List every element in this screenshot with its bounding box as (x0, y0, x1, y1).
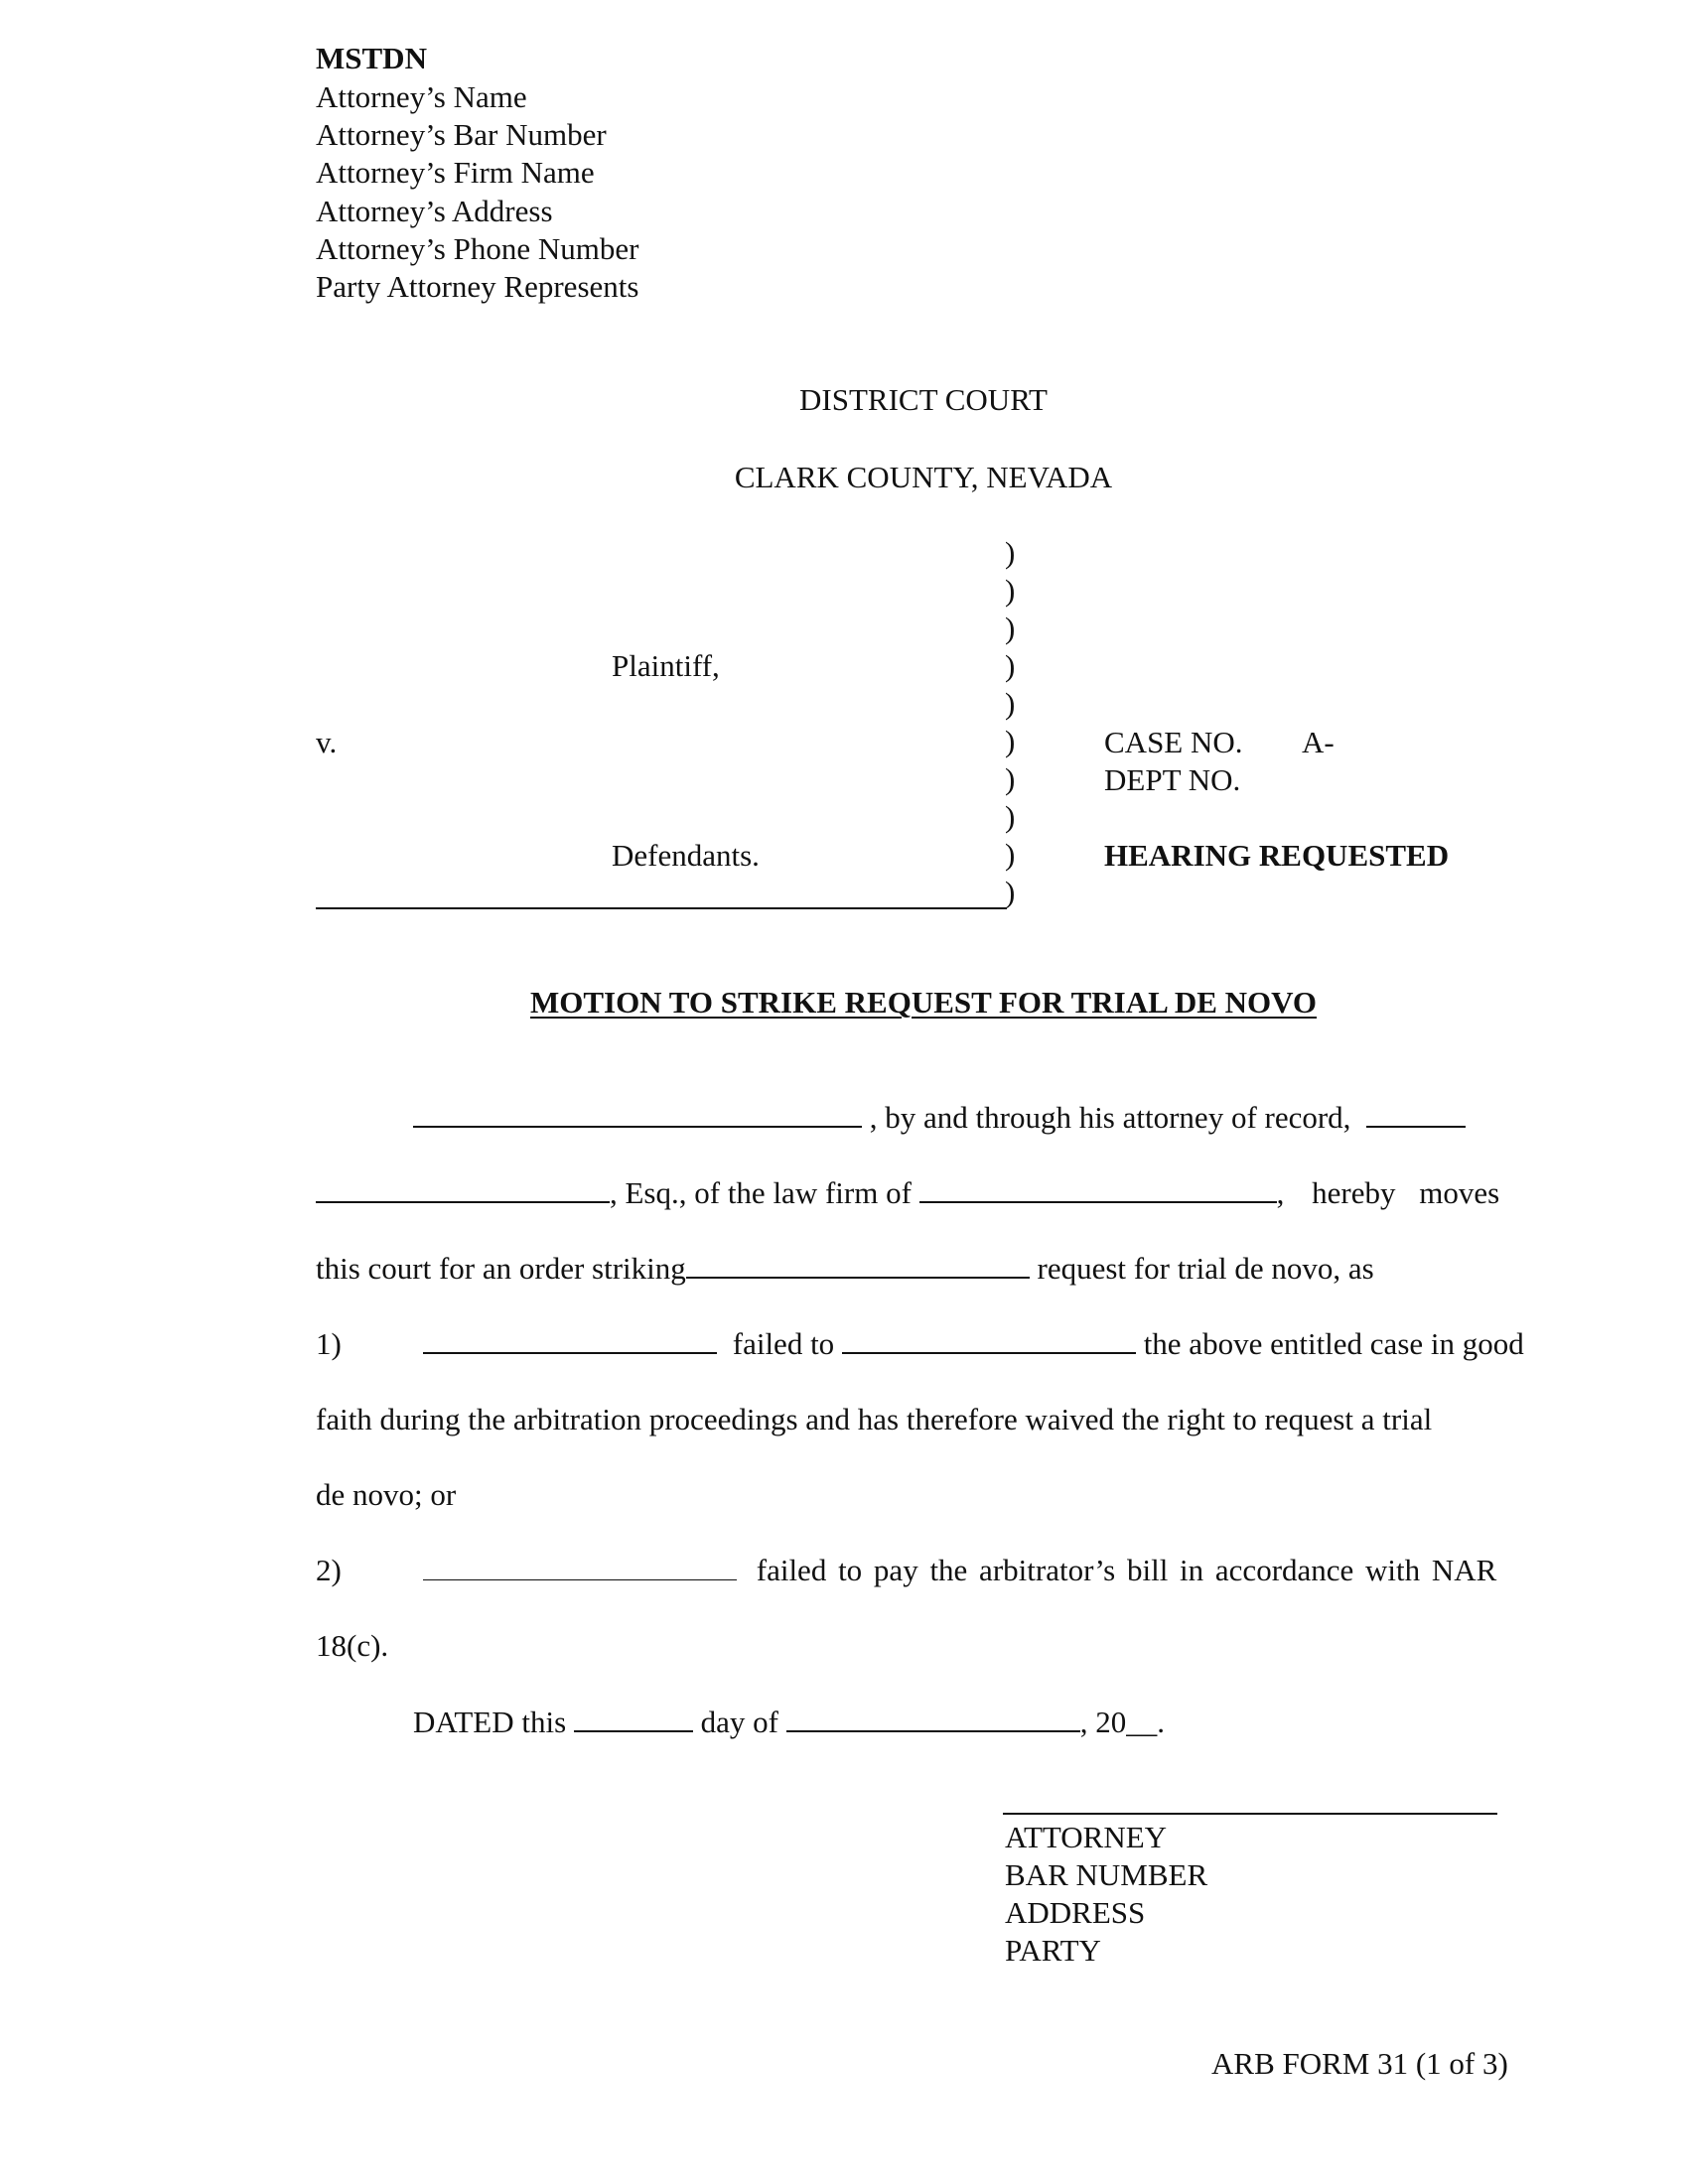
action-blank[interactable] (842, 1328, 1136, 1354)
body-text: request for trial de novo, as (1037, 1251, 1374, 1286)
body-text: DATED this (413, 1705, 567, 1739)
dept-no-label: DEPT NO. (1104, 762, 1241, 797)
form-code: MSTDN (316, 41, 427, 75)
paren: ) (1005, 611, 1016, 645)
attorney-phone-line: Attorney’s Phone Number (316, 231, 639, 266)
case-no-value: A- (1302, 725, 1335, 759)
form-footer: ARB FORM 31 (1 of 3) (1211, 2046, 1508, 2081)
motion-title: MOTION TO STRIKE REQUEST FOR TRIAL DE NOVO (529, 985, 1318, 1020)
item-2-number: 2) (316, 1553, 342, 1587)
signature-attorney: ATTORNEY (1005, 1820, 1168, 1854)
body-line-2 (316, 1174, 1499, 1212)
case-no-label: CASE NO. (1104, 725, 1243, 759)
hearing-requested: HEARING REQUESTED (1104, 838, 1450, 873)
paren: ) (1005, 535, 1016, 570)
body-text: hereby (1312, 1175, 1396, 1210)
item-2-line (423, 1552, 1496, 1589)
body-text: failed to pay the arbitrator’s bill in accordance with NAR (756, 1553, 1497, 1587)
paren: ) (1005, 724, 1016, 758)
party-represented-line: Party Attorney Represents (316, 269, 639, 304)
body-line-3 (316, 1250, 1374, 1288)
body-line-5: faith during the arbitration proceedings and has therefore waived the right to request a trial (316, 1402, 1433, 1436)
paren: ) (1005, 761, 1016, 796)
defendants-label: Defendants. (612, 838, 760, 873)
caption-paren-column (1005, 534, 1015, 911)
paren: ) (1005, 648, 1016, 683)
paren: ) (1005, 686, 1016, 721)
law-firm-blank[interactable] (919, 1177, 1277, 1203)
signature-line[interactable] (1003, 1813, 1497, 1815)
paren: ) (1005, 573, 1016, 608)
body-text: this court for an order striking (316, 1251, 686, 1286)
versus-label: v. (316, 725, 338, 759)
day-blank[interactable] (574, 1706, 693, 1732)
attorney-address-line: Attorney’s Address (316, 194, 553, 228)
attorney-firm-line: Attorney’s Firm Name (316, 155, 595, 190)
body-text: moves (1419, 1175, 1500, 1210)
body-line-6: de novo; or (316, 1477, 457, 1512)
body-text: the above entitled case in good (1143, 1326, 1524, 1361)
body-line-1 (413, 1099, 1466, 1137)
body-text: failed to (732, 1326, 835, 1361)
attorney-bar-line: Attorney’s Bar Number (316, 117, 607, 152)
body-text: , 20__. (1079, 1705, 1165, 1739)
item-1-line (423, 1325, 1524, 1363)
opposing-party-blank[interactable] (686, 1253, 1030, 1279)
party-blank-2[interactable] (423, 1556, 737, 1580)
paren: ) (1005, 799, 1016, 834)
month-blank[interactable] (786, 1706, 1080, 1732)
attorney-name-blank-a[interactable] (1366, 1102, 1466, 1128)
plaintiff-label: Plaintiff, (612, 648, 720, 683)
body-text: day of (700, 1705, 778, 1739)
party-blank-1[interactable] (423, 1328, 717, 1354)
caption-underline (316, 907, 1007, 909)
movant-name-blank[interactable] (413, 1102, 862, 1128)
court-name: DISTRICT COURT (799, 382, 1048, 417)
signature-address: ADDRESS (1005, 1895, 1146, 1930)
body-line-8: 18(c). (316, 1628, 389, 1663)
body-text: , by and through his attorney of record, (869, 1100, 1351, 1135)
court-county: CLARK COUNTY, NEVADA (734, 460, 1113, 494)
body-text: , (1276, 1175, 1285, 1210)
attorney-name-blank-b[interactable] (316, 1177, 610, 1203)
paren: ) (1005, 875, 1016, 909)
attorney-name-line: Attorney’s Name (316, 79, 527, 114)
item-1-number: 1) (316, 1326, 342, 1361)
signature-party: PARTY (1005, 1933, 1101, 1968)
body-text: , Esq., of the law firm of (610, 1175, 912, 1210)
paren: ) (1005, 837, 1016, 872)
dated-line (413, 1704, 1165, 1741)
signature-bar-number: BAR NUMBER (1005, 1857, 1208, 1892)
